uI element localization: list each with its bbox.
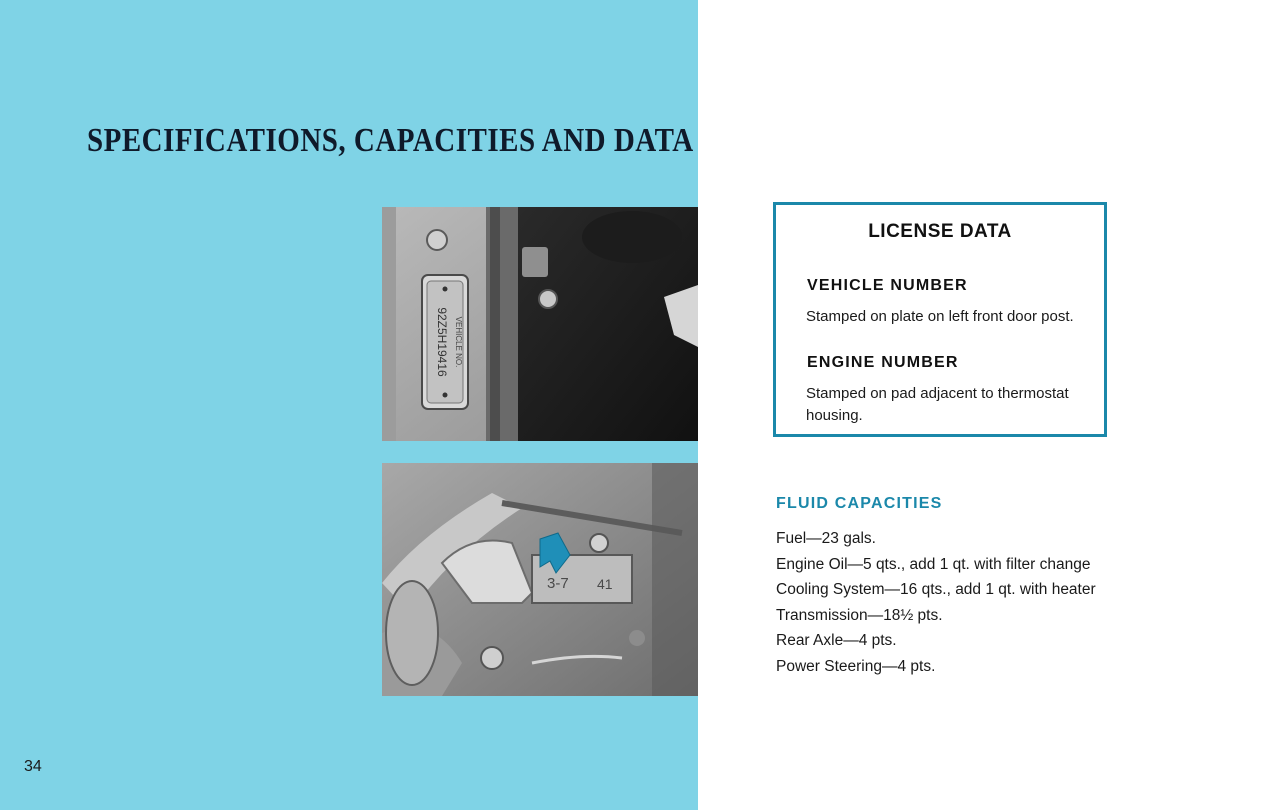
fluid-item-engine-oil: Engine Oil—5 qts., add 1 qt. with filter change (776, 555, 1091, 573)
engine-pad-photo (382, 463, 698, 696)
page-title: SPECIFICATIONS, CAPACITIES AND DATA (87, 122, 694, 159)
plate-label-text: VEHICLE NO. (454, 316, 463, 368)
fluid-item-cooling-system: Cooling System—16 qts., add 1 qt. with heater (776, 581, 1096, 599)
engine-stamp-left: 3-7 (547, 575, 569, 592)
fluid-item-fuel: Fuel—23 gals. (776, 530, 876, 547)
plate-number-text: 92Z5H19416 (435, 307, 449, 377)
engine-stamp-right: 41 (597, 576, 613, 592)
fluid-item-transmission: Transmission—18½ pts. (776, 606, 943, 624)
engine-number-heading: ENGINE NUMBER (807, 354, 959, 371)
vehicle-number-heading: VEHICLE NUMBER (807, 277, 968, 294)
fluid-item-power-steering: Power Steering—4 pts. (776, 657, 936, 675)
fluid-item-rear-axle: Rear Axle—4 pts. (776, 632, 897, 650)
vehicle-number-text: Stamped on plate on left front door post. (806, 308, 1074, 325)
door-post-plate-photo (382, 207, 698, 441)
page-number: 34 (24, 758, 42, 775)
fluid-capacities-list (776, 526, 1096, 680)
vehicle-number-plate (422, 275, 468, 409)
license-data-heading: LICENSE DATA (868, 221, 1012, 242)
license-data-box (773, 202, 1107, 437)
engine-number-text: Stamped on pad adjacent to thermostat housing. (806, 385, 1069, 424)
fluid-capacities-heading: FLUID CAPACITIES (776, 495, 943, 512)
